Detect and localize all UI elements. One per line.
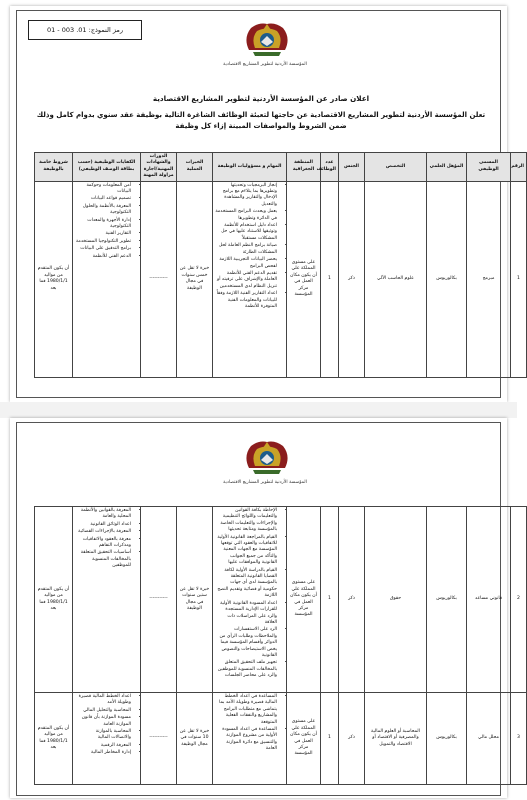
cell-specialization: المحاسبة أو العلوم المالية والمصرفية أو الاقتصاد أو الاقتصاد والتمويل: [365, 693, 427, 785]
document-page-1: [10, 6, 524, 402]
cell-qualification: بكالوريوس: [427, 507, 467, 693]
duties-item: • تجهيز ملف التحقيق المتعلق بالمخالفات المنسوبة للموظفين والرد على محاضر الجلسات: [215, 660, 277, 679]
header-gender: الجنس: [339, 153, 365, 182]
skills-item: • المعرفة بالقوانين والأنظمة المحلية والعامة: [75, 508, 131, 521]
jordan-coat-of-arms-icon: [239, 438, 295, 478]
form-code-box: رمز النموذج: 01. 003 - 01: [28, 20, 142, 40]
cell-conditions: أن يكون المتقدم من مواليد 1980/1/1 فما بعد: [35, 693, 73, 785]
header-skills: الكفايات الوظيفية (حسب بطاقة الوصف الوظيفي): [73, 153, 141, 182]
table-row: [35, 507, 527, 693]
table-row: [35, 693, 527, 785]
cell-experience: خبرة لا تقل عن خمس سنوات في مجال الوظيفة: [177, 181, 213, 377]
cell-specialization: حقوق: [365, 507, 427, 693]
header-qualification: المؤهل العلمي: [427, 153, 467, 182]
cell-location: على مستوى المملكة علي أن يكون مكان العمل في مركز المؤسسة: [287, 693, 321, 785]
skills-item: • أمن المعلومات وحوكمة البيانات: [75, 183, 131, 196]
header-conditions: شروط خاصة بالوظيفة: [35, 153, 73, 182]
skills-item: • التقارير الفنية: [75, 231, 131, 237]
announcement-title: اعلان صادر عن المؤسسة الأردنية لتطوير المشاريع الاقتصادية: [152, 94, 370, 103]
org-name: المؤسسة الأردنية لتطوير المشاريع الاقتصادية: [223, 62, 307, 67]
cell-conditions: أن يكون المتقدم من مواليد 1980/1/1 فما بعد: [35, 507, 73, 693]
cell-count: 1: [321, 693, 339, 785]
duties-item: • اعداد دليل استخدام للأنظمة وتوثيقها للاستناد عليها في حل المشكلات مستقبلاً: [215, 223, 277, 242]
skills-item: • أساسيات التحقيق المتعلقة بالمخالفات المنسوبة للموظفين: [75, 550, 131, 569]
cell-count: 1: [321, 181, 339, 377]
cell-duties: [213, 693, 287, 785]
skills-item: • المعرفة بالأنظمة والحلول التكنولوجية: [75, 204, 131, 217]
cell-location: على مستوى المملكة علي أن يكون مكان العمل في مركز المؤسسة: [287, 507, 321, 693]
cell-gender: ذكر: [339, 693, 365, 785]
skills-item: • اعداد الخطط المالية قصيرة وطويلة الأمد: [75, 694, 131, 707]
table-header-row: [35, 153, 527, 182]
cell-title: مبرمج: [467, 181, 511, 377]
header-no: الرقم: [511, 153, 527, 182]
cell-skills: [73, 507, 141, 693]
skills-item: • المحاسبة والتحليل المالي: [75, 708, 131, 714]
cell-no: 3: [511, 693, 527, 785]
cell-gender: ذكر: [339, 507, 365, 693]
cell-count: 1: [321, 507, 339, 693]
announcement-body: تعلن المؤسسة الأردنية لتطوير المشاريع الاقتصادية عن حاجتها لتعبئة الوظائف الشاغرة التالية بوظيفة عقد سنوي بدوام كامل وذلك ضمن الشروط والمواصفات المبينة إزاء كل وظيفة: [36, 111, 486, 130]
cell-duties: [213, 507, 287, 693]
header-specialization: التخصص: [365, 153, 427, 182]
skills-item: • المعرفة الرقمية: [75, 743, 131, 749]
duties-item: • القيام بالمراجعة القانونية الأولية للاتفاقيات والعقود التي توقعها المؤسسة مع الجهات المعنية والتأكد من جميع الجوانب القانونية والموافقات عليها: [215, 535, 277, 567]
org-name: المؤسسة الأردنية لتطوير المشاريع الاقتصادية: [223, 480, 307, 485]
header-duties: المهام و مسؤوليات الوظيفة: [213, 153, 287, 182]
duties-item: • المساعدة في اعداد المسودة الأولية من مشروع الموازنة والتنسيق مع دائرة الموازنة العامة: [215, 727, 277, 753]
duties-item: • يحضر البيانات التجريبية اللازمة لفحص البرامج: [215, 257, 277, 270]
cell-skills: [73, 181, 141, 377]
cell-title: محلل مالي: [467, 693, 511, 785]
duties-item: • تقديم الدعم الفني للأنظمة العاملة والإشراف على ترقيته أو تنزيل النظام لدى المستخدمين: [215, 271, 277, 290]
skills-item: • برامج التدقيق على البيانات: [75, 246, 131, 252]
cell-courses: -----------: [141, 507, 177, 693]
skills-item: • تصميم قواعد البيانات: [75, 196, 131, 202]
cell-gender: ذكر: [339, 181, 365, 377]
page-gap: [0, 402, 517, 418]
header-count: عدد الوظائف: [321, 153, 339, 182]
duties-item: • اعداد التقارير الفنية اللازمة وفقاً للبيانات والمعلومات الفنية المتوفرة للأنظمة: [215, 291, 277, 310]
skills-item: • إدارة المخاطر المالية: [75, 750, 131, 756]
cell-courses: -----------: [141, 693, 177, 785]
cell-experience: خبرة لا تقل عن ستين سنوات في مجال الوظيفة: [177, 507, 213, 693]
duties-item: • صيانة برامج النظم العاملة لحل المشكلات الطارئة: [215, 243, 277, 256]
cell-no: 1: [511, 181, 527, 377]
duties-item: • القيام بالدراسة الأولية لكافة القضايا القانونية المتعلقة بالمؤسسة لدى أي جهات حكومية أو قضائية وتقديم النصح اللازمة: [215, 568, 277, 600]
document-page-2: [10, 418, 520, 798]
cell-no: 2: [511, 507, 527, 693]
skills-item: • تطوير التكنولوجيا المستخدمة: [75, 239, 131, 245]
table-row: [35, 181, 527, 377]
header-title: المسمى الوظيفي: [467, 153, 511, 182]
jobs-table-continued: [34, 506, 527, 785]
duties-item: • الإحاطة بكافة القوانين والتعليمات واللوائح التنظيمية والإجراءات والتعليمات الخاصة بالمؤسسة ومتابعة تحديثها: [215, 508, 277, 534]
duties-item: • إنجاز البرمجيات وتحديثها وتطويرها بما يتلاءم مع برامج الإدخال والتقارير والمشاهدة والتعديل: [215, 183, 277, 209]
cell-conditions: أن يكون المتقدم من مواليد 1980/1/1 فما بعد: [35, 181, 73, 377]
skills-item: • معرفة بالعقود والاتفاقيات ومذكرات التفاهم: [75, 537, 131, 550]
duties-item: • اعداد المسودة القانونية الأولية للقرارات الإدارية المستجدة والرد على المراسلات ذات العلاقة: [215, 601, 277, 627]
duties-item: • يعمل ويحدث البرامج المستخدمة في الدائرة وتطويرها: [215, 209, 277, 222]
cell-duties: [213, 181, 287, 377]
duties-item: • الرد على الاستفسارات والملاحظات وطلبات الرأي من الدوائر وأقسام المؤسسة فيما يخص الاستيضاحات والنصوص القانونية: [215, 627, 277, 659]
cell-location: على مستوى المملكة علي أن يكون مكان العمل في مركز المؤسسة: [287, 181, 321, 377]
skills-item: • المحاسبة بالموازنة والاتصالات المالية: [75, 729, 131, 742]
jobs-table: [34, 152, 527, 378]
header-courses: الدورات والشهادات المهنية/اجازة مزاولة المهنة: [141, 153, 177, 182]
header-location: المنطقة الجغرافية: [287, 153, 321, 182]
skills-item: • المعرفة بالإجراءات القضائية: [75, 529, 131, 535]
skills-item: • الدعم الفني للأنظمة: [75, 254, 131, 260]
header-experience: الخبرات العملية: [177, 153, 213, 182]
jordan-coat-of-arms-icon: [239, 20, 295, 60]
skills-item: • إدارة الأجهزة والمعدات التكنولوجية: [75, 218, 131, 231]
cell-specialization: علوم الحاسب الآلي: [365, 181, 427, 377]
cell-qualification: بكالوريوس: [427, 693, 467, 785]
cell-title: قانوني مساعد: [467, 507, 511, 693]
skills-item: • مسودة الموازنة بأن قانون الموازنة العامة: [75, 715, 131, 728]
cell-experience: خبرة لا تقل عن 10 سنوات في مجال الوظيفة: [177, 693, 213, 785]
cell-courses: -----------: [141, 181, 177, 377]
cell-skills: [73, 693, 141, 785]
skills-item: • اعداد الوثائق القانونية: [75, 522, 131, 528]
cell-qualification: بكالوريوس: [427, 181, 467, 377]
duties-item: • المساعدة في اعداد الخطط المالية قصيرة وطويلة الأمد بما يتماشى مع متطلبات البرامج والمشاريع والنفقات الفعلية المتوقعة: [215, 694, 277, 726]
